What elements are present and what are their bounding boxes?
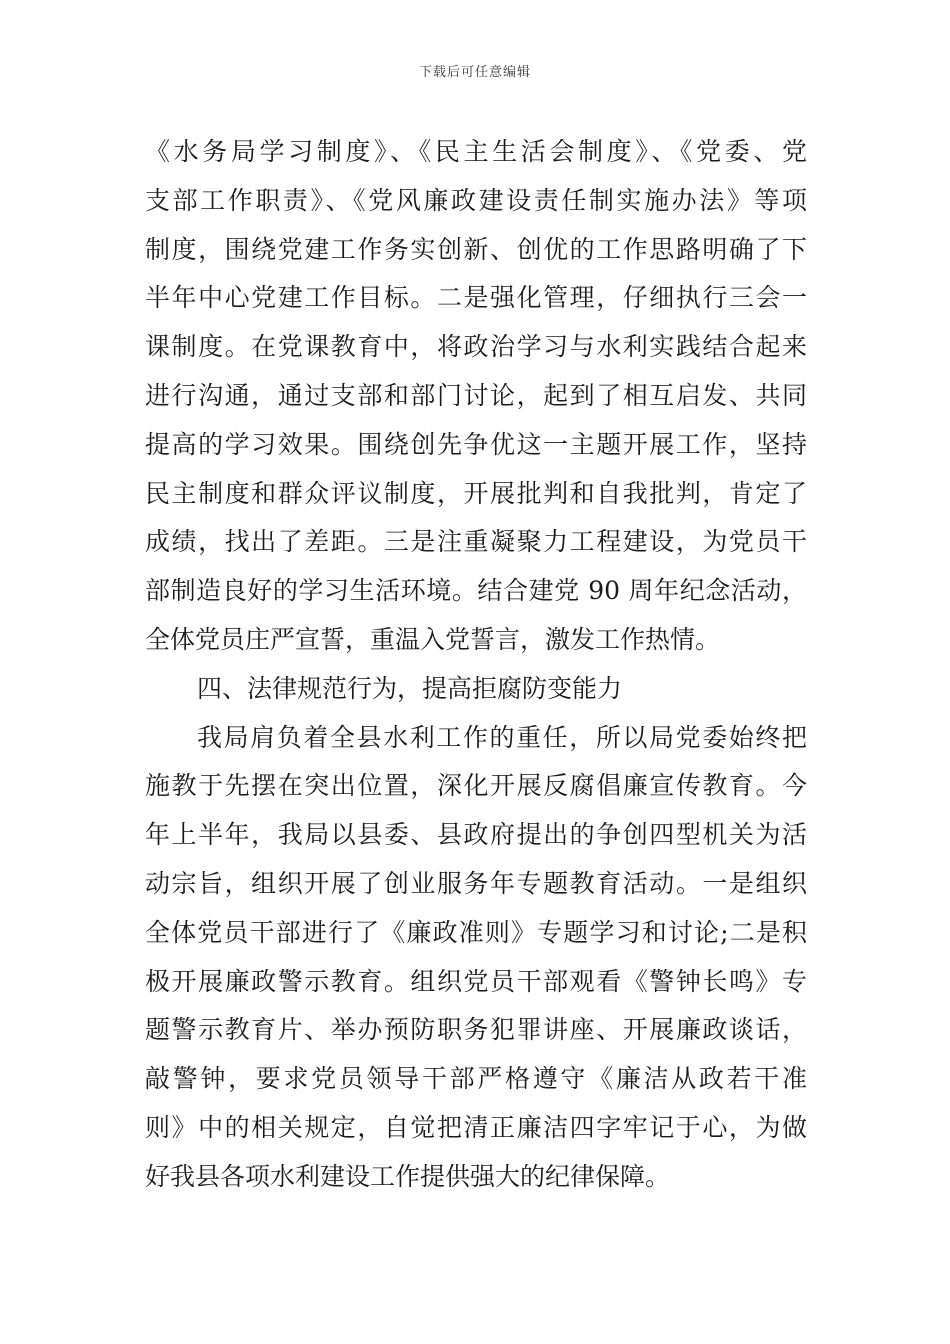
- text-line: 施教于先摆在突出位置，深化开展反腐倡廉宣传教育。今: [145, 771, 807, 801]
- text-line: 半年中心党建工作目标。二是强化管理，仔细执行三会一: [145, 283, 807, 313]
- text-line: 则》中的相关规定，自觉把清正廉洁四字牢记于心，为做: [145, 1112, 807, 1142]
- text-line: 提高的学习效果。围绕创先争优这一主题开展工作，坚持: [145, 429, 807, 459]
- text-line: 部制造良好的学习生活环境。结合建党 90 周年纪念活动，: [145, 576, 807, 606]
- text-line: 全体党员庄严宣誓，重温入党誓言，激发工作热情。: [145, 624, 721, 654]
- text-line: 制度，围绕党建工作务实创新、创优的工作思路明确了下: [145, 234, 807, 264]
- text-line: 成绩，找出了差距。三是注重凝聚力工程建设，为党员干: [145, 527, 807, 557]
- text-line: 支部工作职责》、《党风廉政建设责任制实施办法》等项: [145, 185, 807, 215]
- text-line: 动宗旨，组织开展了创业服务年专题教育活动。一是组织: [145, 868, 807, 898]
- text-line: 《水务局学习制度》、《民主生活会制度》、《党委、党: [145, 137, 807, 166]
- text-line: 民主制度和群众评议制度，开展批判和自我批判，肯定了: [145, 478, 807, 508]
- section-heading: 四、法律规范行为，提高拒腐防变能力: [197, 673, 623, 703]
- text-line: 敲警钟，要求党员领导干部严格遵守《廉洁从政若干准: [145, 1064, 807, 1094]
- text-line: 我局肩负着全县水利工作的重任，所以局党委始终把: [197, 722, 807, 752]
- text-line: 好我县各项水利建设工作提供强大的纪律保障。: [145, 1161, 671, 1191]
- text-line: 题警示教育片、举办预防职务犯罪讲座、开展廉政谈话，: [145, 1015, 807, 1045]
- text-line: 极开展廉政警示教育。组织党员干部观看《警钟长鸣》专: [145, 966, 807, 996]
- text-line: 进行沟通，通过支部和部门讨论，起到了相互启发、共同: [145, 380, 807, 410]
- text-line: 年上半年，我局以县委、县政府提出的争创四型机关为活: [145, 820, 807, 850]
- page-header: 下载后可任意编辑: [418, 65, 531, 80]
- document-body: [145, 128, 807, 1202]
- text-line: 全体党员干部进行了《廉政准则》专题学习和讨论;二是积: [145, 917, 807, 947]
- text-line: 课制度。在党课教育中，将政治学习与水利实践结合起来: [145, 332, 807, 362]
